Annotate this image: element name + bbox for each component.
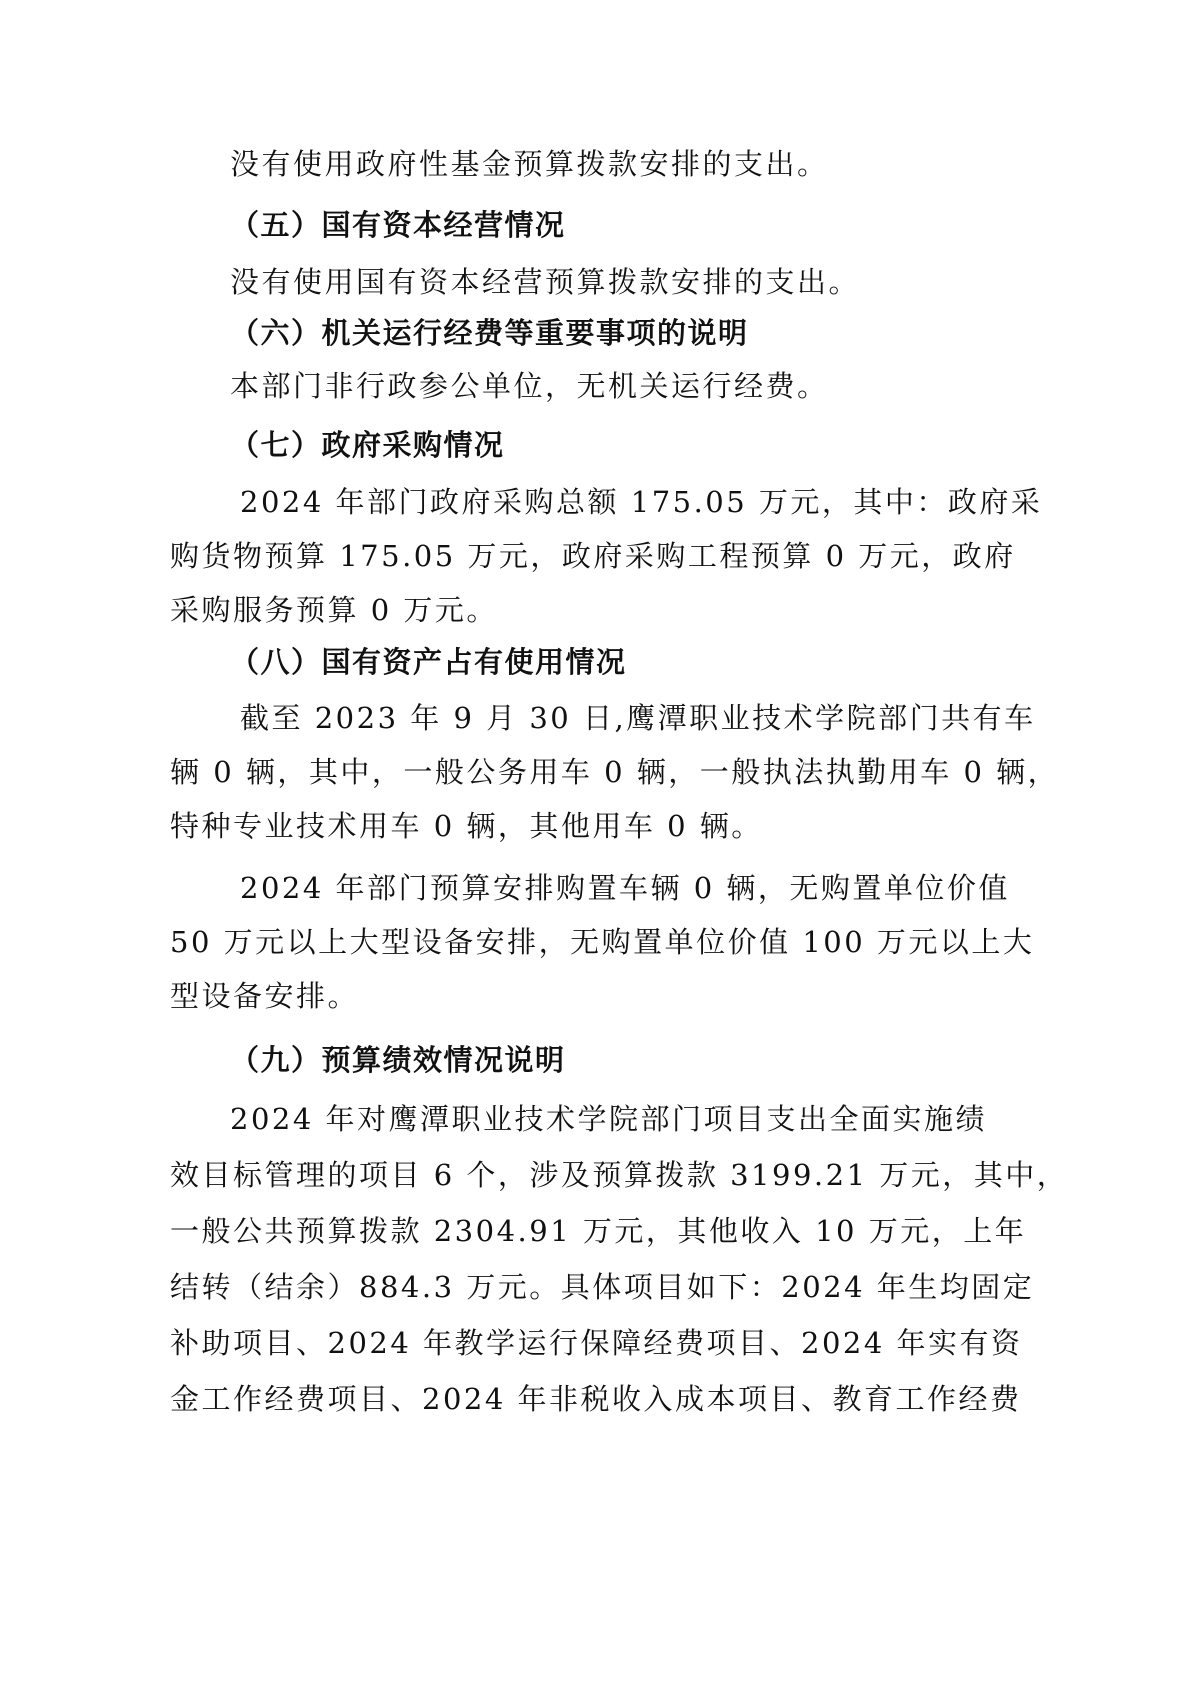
paragraph-line: 特种专业技术用车 0 辆，其他用车 0 辆。 xyxy=(170,809,763,843)
paragraph-line: 没有使用国有资本经营预算拨款安排的支出。 xyxy=(230,265,861,299)
paragraph-line: 50 万元以上大型设备安排，无购置单位价值 100 万元以上大 xyxy=(170,925,1035,959)
section-heading-7: （七）政府采购情况 xyxy=(230,428,505,462)
paragraph-line: 购货物预算 175.05 万元，政府采购工程预算 0 万元，政府 xyxy=(170,539,1016,573)
section-heading-9: （九）预算绩效情况说明 xyxy=(230,1043,566,1077)
paragraph-line: 2024 年部门预算安排购置车辆 0 辆，无购置单位价值 xyxy=(240,871,1010,905)
section-heading-8: （八）国有资产占有使用情况 xyxy=(230,645,627,679)
paragraph-line: 效目标管理的项目 6 个，涉及预算拨款 3199.21 万元，其中， xyxy=(170,1158,1069,1192)
paragraph-line: 截至 2023 年 9 月 30 日,鹰潭职业技术学院部门共有车 xyxy=(240,701,1036,735)
paragraph-line: 补助项目、2024 年教学运行保障经费项目、2024 年实有资 xyxy=(170,1326,1023,1360)
paragraph-line: 没有使用政府性基金预算拨款安排的支出。 xyxy=(230,147,829,181)
section-heading-5: （五）国有资本经营情况 xyxy=(230,208,566,242)
paragraph-line: 型设备安排。 xyxy=(170,979,360,1013)
paragraph-line: 2024 年部门政府采购总额 175.05 万元，其中：政府采 xyxy=(240,485,1043,519)
paragraph-line: 2024 年对鹰潭职业技术学院部门项目支出全面实施绩 xyxy=(230,1102,988,1136)
paragraph-line: 本部门非行政参公单位，无机关运行经费。 xyxy=(230,369,829,403)
paragraph-line: 采购服务预算 0 万元。 xyxy=(170,593,498,627)
paragraph-line: 一般公共预算拨款 2304.91 万元，其他收入 10 万元，上年 xyxy=(170,1214,1027,1248)
section-heading-6: （六）机关运行经费等重要事项的说明 xyxy=(230,316,749,350)
paragraph-line: 结转（结余）884.3 万元。具体项目如下：2024 年生均固定 xyxy=(170,1270,1035,1304)
paragraph-line: 金工作经费项目、2024 年非税收入成本项目、教育工作经费 xyxy=(170,1382,1022,1416)
paragraph-line: 辆 0 辆，其中，一般公务用车 0 辆，一般执法执勤用车 0 辆， xyxy=(170,755,1060,789)
